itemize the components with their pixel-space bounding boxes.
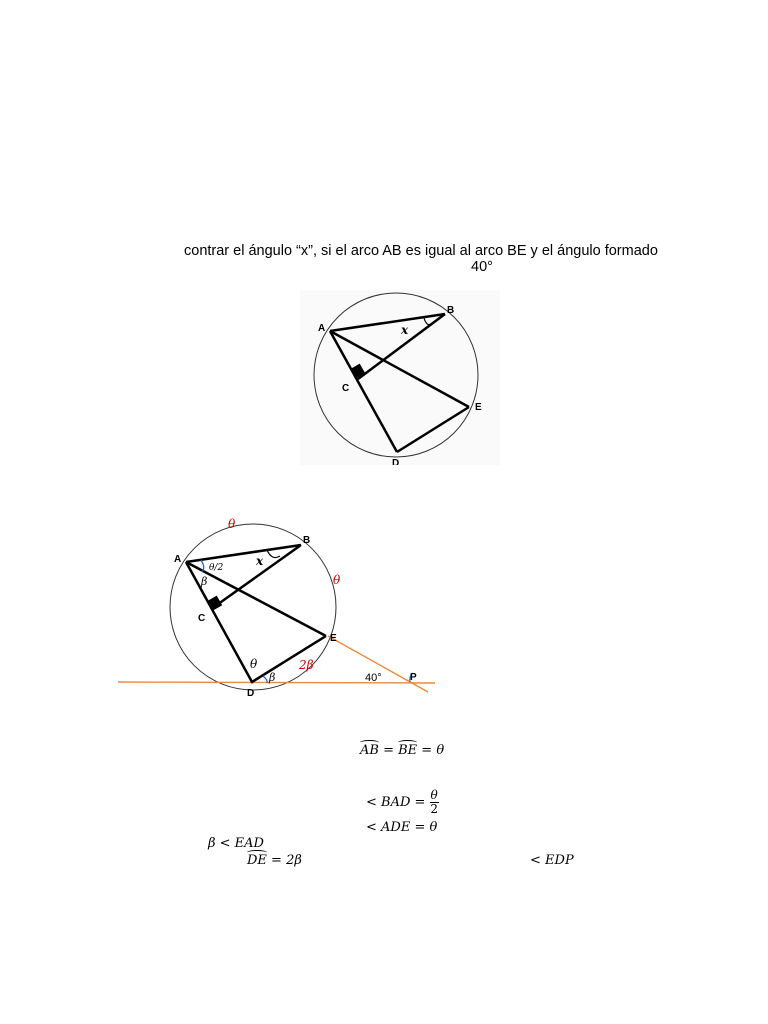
label-c: C [342,383,350,394]
label-d: D [392,458,400,465]
equation-angle-edp: < EDP [530,853,574,868]
label-theta-arc-ab: θ [228,517,236,531]
eq1-part-b: = θ [417,743,445,758]
point-d [251,681,254,684]
eq5-rest: = 2β [266,853,302,868]
fraction-numerator: θ [430,788,438,802]
arc-be: BE [398,743,418,758]
segment-ab [186,545,301,562]
problem-text: contrar el ángulo “x”, si el arco AB es igual al arco BE y el ángulo formado [184,243,658,259]
label-x: x [401,323,409,337]
tangent-line [118,682,435,683]
arc-ab: AB [360,743,379,758]
label-theta-arc-be: θ [333,573,341,587]
label-theta-half: θ/2 [209,563,224,573]
label-a: A [318,323,326,334]
label-c: C [198,613,206,624]
figure-1 [300,290,500,465]
label-beta-d: β [269,671,276,684]
segment-de [252,636,326,682]
label-b: B [303,535,311,546]
label-e: E [475,402,482,413]
eq1-part-a: = [378,743,399,758]
label-x: x [256,554,264,568]
label-d: D [247,688,255,699]
label-theta-d: θ [250,657,258,671]
figure-1-background [300,290,500,465]
equation-angle-ade: < ADE = θ [366,820,438,835]
right-angle-mark [207,596,222,611]
label-b: B [447,305,455,316]
equation-angle-bad [366,789,439,816]
figure-2 [110,510,440,705]
angle-x-arc [267,550,280,558]
equation-arcs-equal [360,743,444,758]
label-e: E [330,633,337,644]
equation-arc-de [247,853,302,868]
arc-de: DE [247,853,267,868]
fraction-denominator: 2 [430,802,438,816]
eq2-lhs: < BAD = [366,795,430,810]
label-p: P [410,672,417,683]
equation-beta-ead: β < EAD [208,836,264,851]
label-angle-p: 40° [365,672,382,684]
label-two-beta: 2β [299,658,314,672]
label-a: A [174,554,182,565]
problem-angle: 40° [471,259,493,275]
label-beta-a: β [201,575,208,588]
fraction-theta-over-2 [430,789,439,816]
